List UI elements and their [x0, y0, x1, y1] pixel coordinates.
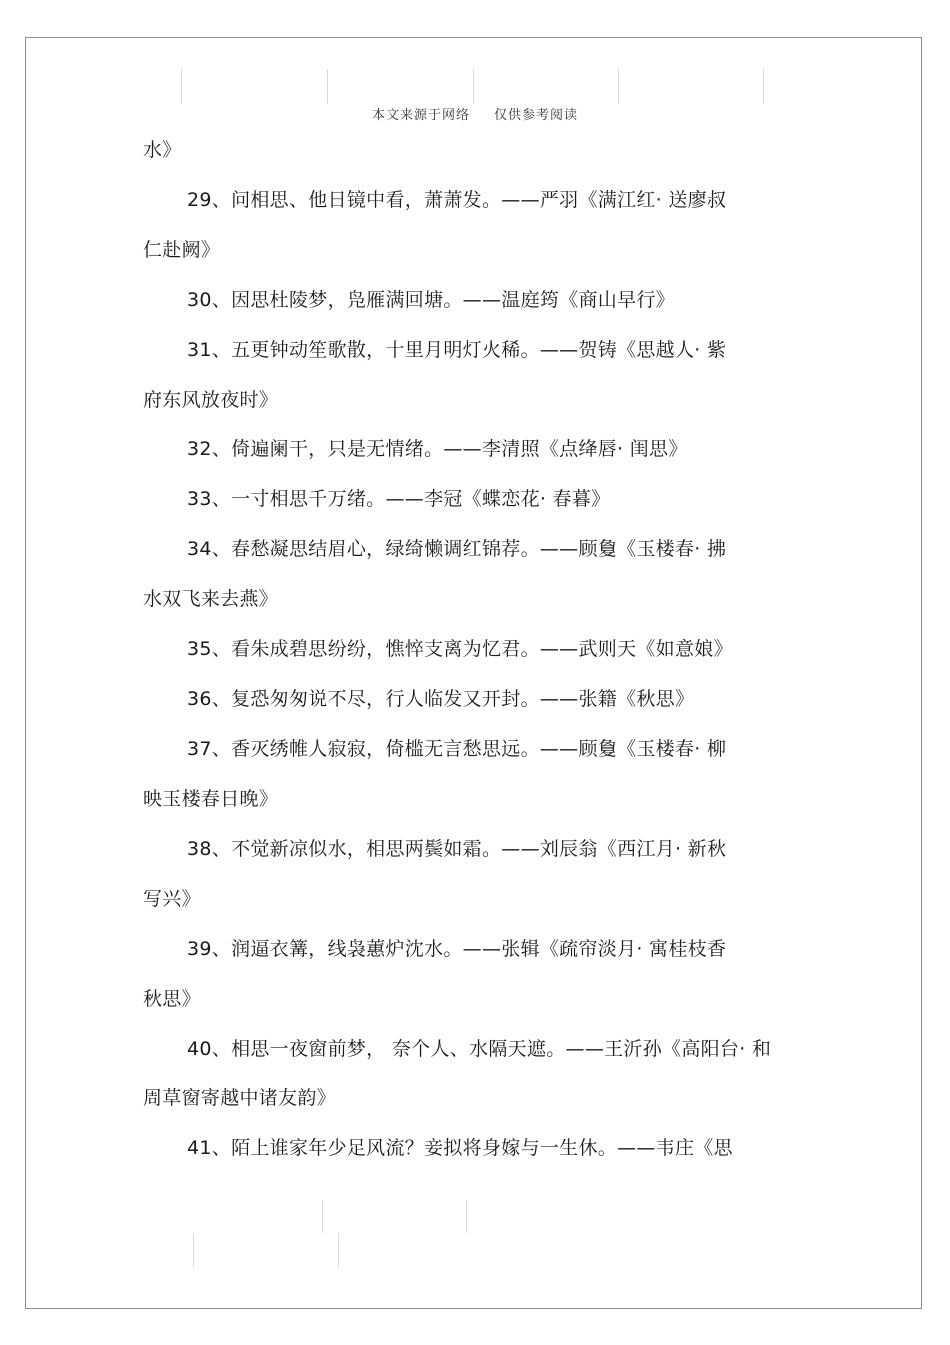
text-line: 水双飞来去燕》	[143, 588, 279, 610]
bottom-rule-mark	[466, 1200, 467, 1233]
text-line: 34、春愁凝思结眉心，绿绮懒调红锦荐。——顾敻《玉楼春· 拂	[187, 538, 727, 560]
page-frame	[25, 37, 922, 1309]
text-line: 33、一寸相思千万绪。——李冠《蝶恋花· 春暮》	[187, 488, 611, 510]
text-line: 写兴》	[143, 888, 201, 910]
header-reference-text: 仅供参考阅读	[494, 108, 579, 123]
text-line: 水》	[143, 139, 182, 161]
top-rule-mark	[618, 69, 619, 104]
page-header	[0, 104, 950, 123]
text-line: 仁赴阙》	[143, 239, 221, 261]
bottom-rule-mark	[338, 1233, 339, 1267]
text-line: 秋思》	[143, 988, 201, 1010]
text-line: 40、相思一夜窗前梦， 奈个人、水隔天遮。——王沂孙《高阳台· 和	[187, 1038, 772, 1060]
text-line: 35、看朱成碧思纷纷，憔悴支离为忆君。——武则天《如意娘》	[187, 638, 733, 660]
text-line: 41、陌上谁家年少足风流？妾拟将身嫁与一生休。——韦庄《思	[187, 1137, 733, 1159]
top-rule-mark	[763, 69, 764, 104]
header-source-text: 本文来源于网络	[371, 108, 470, 123]
text-line: 38、不觉新凉似水，相思两鬓如霜。——刘辰翁《西江月· 新秋	[187, 838, 727, 860]
text-line: 府东风放夜时》	[143, 389, 279, 411]
text-line: 周草窗寄越中诸友韵》	[143, 1087, 337, 1109]
text-line: 39、润逼衣篝，线袅蕙炉沈水。——张辑《疏帘淡月· 寓桂枝香	[187, 938, 727, 960]
text-line: 31、五更钟动笙歌散，十里月明灯火稀。——贺铸《思越人· 紫	[187, 339, 727, 361]
text-line: 映玉楼春日晚》	[143, 788, 279, 810]
top-rule-mark	[473, 69, 474, 104]
top-rule-mark	[181, 69, 182, 104]
text-line: 30、因思杜陵梦，凫雁满回塘。——温庭筠《商山早行》	[187, 289, 675, 311]
bottom-rule-mark	[322, 1200, 323, 1233]
bottom-rule-mark	[193, 1233, 194, 1267]
top-rule-mark	[327, 69, 328, 104]
text-line: 37、香灭绣帷人寂寂，倚槛无言愁思远。——顾敻《玉楼春· 柳	[187, 738, 727, 760]
text-line: 32、倚遍阑干，只是无情绪。——李清照《点绛唇· 闺思》	[187, 438, 688, 460]
text-line: 36、复恐匆匆说不尽，行人临发又开封。——张籍《秋思》	[187, 688, 695, 710]
text-line: 29、问相思、他日镜中看，萧萧发。——严羽《满江红· 送廖叔	[187, 189, 727, 211]
